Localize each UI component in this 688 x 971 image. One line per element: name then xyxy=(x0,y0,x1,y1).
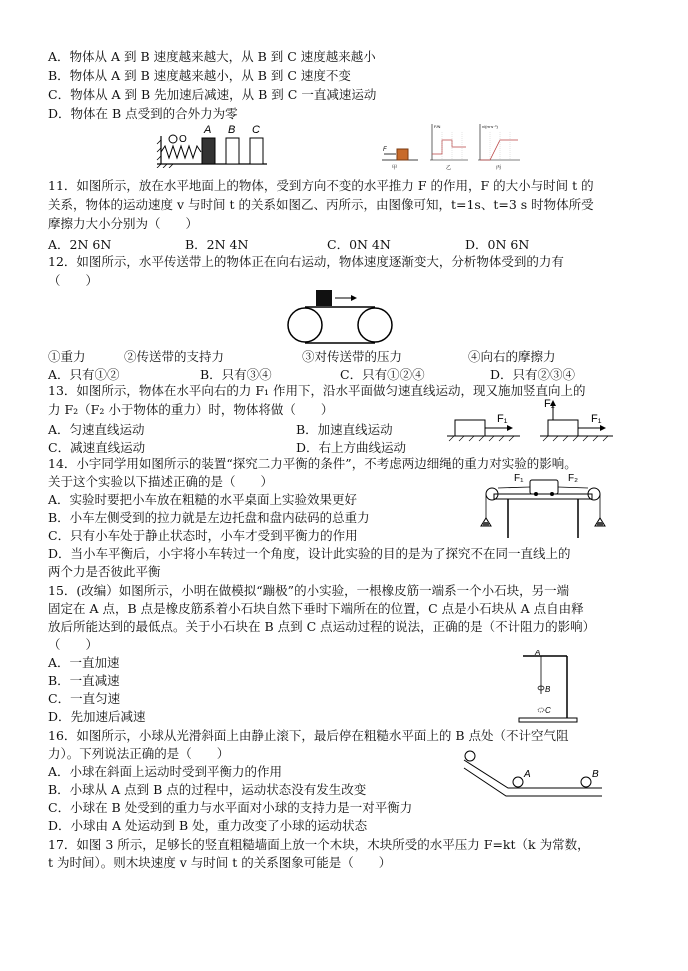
svg-text:F₁: F₁ xyxy=(514,473,524,484)
q13-option-d: D．右上方曲线运动 xyxy=(296,440,407,455)
q12-item-2: ②传送带的支持力 xyxy=(124,349,225,364)
q11-line-1: 11．如图所示，放在水平地面上的物体，受到方向不变的水平推力 F 的作用，F 的大小与时间 t 的 xyxy=(48,178,594,193)
q11-line-3: 摩擦力大小分别为（ ） xyxy=(48,216,199,231)
q12-item-4: ④向右的摩擦力 xyxy=(468,349,556,364)
q10-option-a: A．物体从 A 到 B 速度越来越大，从 B 到 C 速度越来越小 xyxy=(48,49,376,64)
svg-text:B: B xyxy=(592,769,599,780)
q13-line-1: 13．如图所示，物体在水平向右的力 F₁ 作用下，沿水平面做匀速直线运动，现又施加竖直向上的 xyxy=(48,383,586,398)
q11-option-b: B．2N 4N xyxy=(185,237,249,252)
q15-option-d: D．先加速后减速 xyxy=(48,709,146,724)
q11-option-d: D．0N 6N xyxy=(465,237,530,252)
q17-line-1: 17．如图 3 所示，足够长的竖直粗糙墙面上放一个木块，木块所受的水平压力 F=kt（k 为常数， xyxy=(48,837,590,852)
q11-option-c: C．0N 4N xyxy=(327,237,391,252)
q13-option-a: A．匀速直线运动 xyxy=(48,422,145,437)
svg-text:C: C xyxy=(545,706,551,715)
q14-option-a: A．实验时要把小车放在粗糙的水平桌面上实验效果更好 xyxy=(48,492,358,507)
q12-option-b: B．只有③④ xyxy=(200,367,272,382)
q15-option-c: C．一直匀速 xyxy=(48,691,121,706)
q11-line-2: 关系，物体的运动速度 v 与时间 t 的关系如图乙、丙所示，由图像可知，t=1s、t=3 s 时物体所受 xyxy=(48,197,594,212)
q15-line-3: 放后所能达到的最低点。关于小石块在 B 点到 C 点运动过程的说法，正确的是（不计阻力的影响） xyxy=(48,619,596,634)
q16-option-c: C．小球在 B 处受到的重力与水平面对小球的支持力是一对平衡力 xyxy=(48,800,413,815)
q12-item-3: ③对传送带的压力 xyxy=(302,349,403,364)
q10-option-d: D．物体在 B 点受到的合外力为零 xyxy=(48,106,238,121)
q12-option-a: A．只有①② xyxy=(48,367,120,382)
q16-option-b: B．小球从 A 点到 B 点的过程中，运动状态没有发生改变 xyxy=(48,782,367,797)
q14-option-c: C．只有小车处于静止状态时，小车才受到平衡力的作用 xyxy=(48,528,358,543)
q15-bungee-figure xyxy=(515,650,580,725)
fig-label-b: B xyxy=(228,124,236,136)
q14-balance-figure xyxy=(478,470,608,540)
svg-text:乙: 乙 xyxy=(446,165,452,171)
fig-label-c: C xyxy=(252,124,260,136)
svg-text:F₁: F₁ xyxy=(497,413,508,425)
q16-slope-figure xyxy=(462,748,608,800)
svg-text:F: F xyxy=(383,147,387,153)
q15-line-1: 15．(改编）如图所示，小明在做模拟“蹦极”的小实验，一根橡皮筋一端系一个小石块，另一端 xyxy=(48,583,570,598)
svg-text:F/N: F/N xyxy=(434,124,441,129)
q16-option-d: D．小球由 A 处运动到 B 处，重力改变了小球的运动状态 xyxy=(48,818,368,833)
q13-force-figure xyxy=(445,396,615,442)
q14-option-b: B．小车左侧受到的拉力就是左边托盘和盘内砝码的总重力 xyxy=(48,510,370,525)
svg-text:A: A xyxy=(524,769,531,780)
q12-line-2: （ ） xyxy=(48,273,99,288)
q13-option-c: C．减速直线运动 xyxy=(48,440,146,455)
q11-graph-figure xyxy=(380,120,530,172)
svg-text:B: B xyxy=(545,685,551,694)
q16-line-1: 16．如图所示，小球从光滑斜面上由静止滚下，最后停在粗糙水平面上的 B 点处（不计空气阻 xyxy=(48,728,569,743)
svg-text:A: A xyxy=(535,650,541,657)
q10-option-c: C．物体从 A 到 B 先加速后减速，从 B 到 C 一直减速运动 xyxy=(48,87,377,102)
svg-text:丙: 丙 xyxy=(496,165,502,171)
q14-line-1: 14．小宇同学用如图所示的装置“探究二力平衡的条件”，不考虑两边细绳的重力对实验的影响。 xyxy=(48,456,577,471)
q13-option-b: B．加速直线运动 xyxy=(296,422,393,437)
svg-text:甲: 甲 xyxy=(392,165,398,171)
q13-line-2: 力 F₂（F₂ 小于物体的重力）时，物体将做（ ） xyxy=(48,402,334,417)
q12-option-d: D．只有②③④ xyxy=(490,367,576,382)
q15-option-b: B．一直减速 xyxy=(48,673,120,688)
q14-option-d: D．当小车平衡后，小宇将小车转过一个角度，设计此实验的目的是为了探究不在同一直线上的 xyxy=(48,546,571,561)
q15-line-4: （ ） xyxy=(48,637,99,652)
q16-option-a: A．小球在斜面上运动时受到平衡力的作用 xyxy=(48,764,283,779)
q12-line-1: 12．如图所示，水平传送带上的物体正在向右运动，物体速度逐渐变大，分析物体受到的力有 xyxy=(48,254,564,269)
q16-line-2: 力）。下列说法正确的是（ ） xyxy=(48,746,230,761)
svg-text:v/(m·s⁻¹): v/(m·s⁻¹) xyxy=(482,124,498,129)
conveyor-belt-figure xyxy=(283,288,398,344)
q12-item-1: ①重力 xyxy=(48,349,86,364)
q15-option-a: A．一直加速 xyxy=(48,655,120,670)
spring-figure xyxy=(155,122,270,168)
fig-label-a: A xyxy=(204,124,212,136)
q17-line-2: t 为时间）。则木块速度 v 与时间 t 的关系图象可能是（ ） xyxy=(48,855,392,870)
q15-line-2: 固定在 A 点，B 点是橡皮筋系着小石块自然下垂时下端所在的位置，C 点是小石块从 A 点自由释 xyxy=(48,601,584,616)
svg-text:F₂: F₂ xyxy=(544,398,555,410)
fig-label-o: O xyxy=(179,134,187,145)
svg-text:F₂: F₂ xyxy=(568,473,578,484)
q10-option-b: B．物体从 A 到 B 速度越来越小，从 B 到 C 速度不变 xyxy=(48,68,351,83)
q12-option-c: C．只有①②④ xyxy=(340,367,425,382)
q11-option-a: A．2N 6N xyxy=(48,237,112,252)
q14-line-2: 关于这个实验以下描述正确的是（ ） xyxy=(48,474,274,489)
q14-option-d-cont: 两个力是否彼此平衡 xyxy=(48,564,161,579)
svg-text:F₁: F₁ xyxy=(591,413,602,425)
